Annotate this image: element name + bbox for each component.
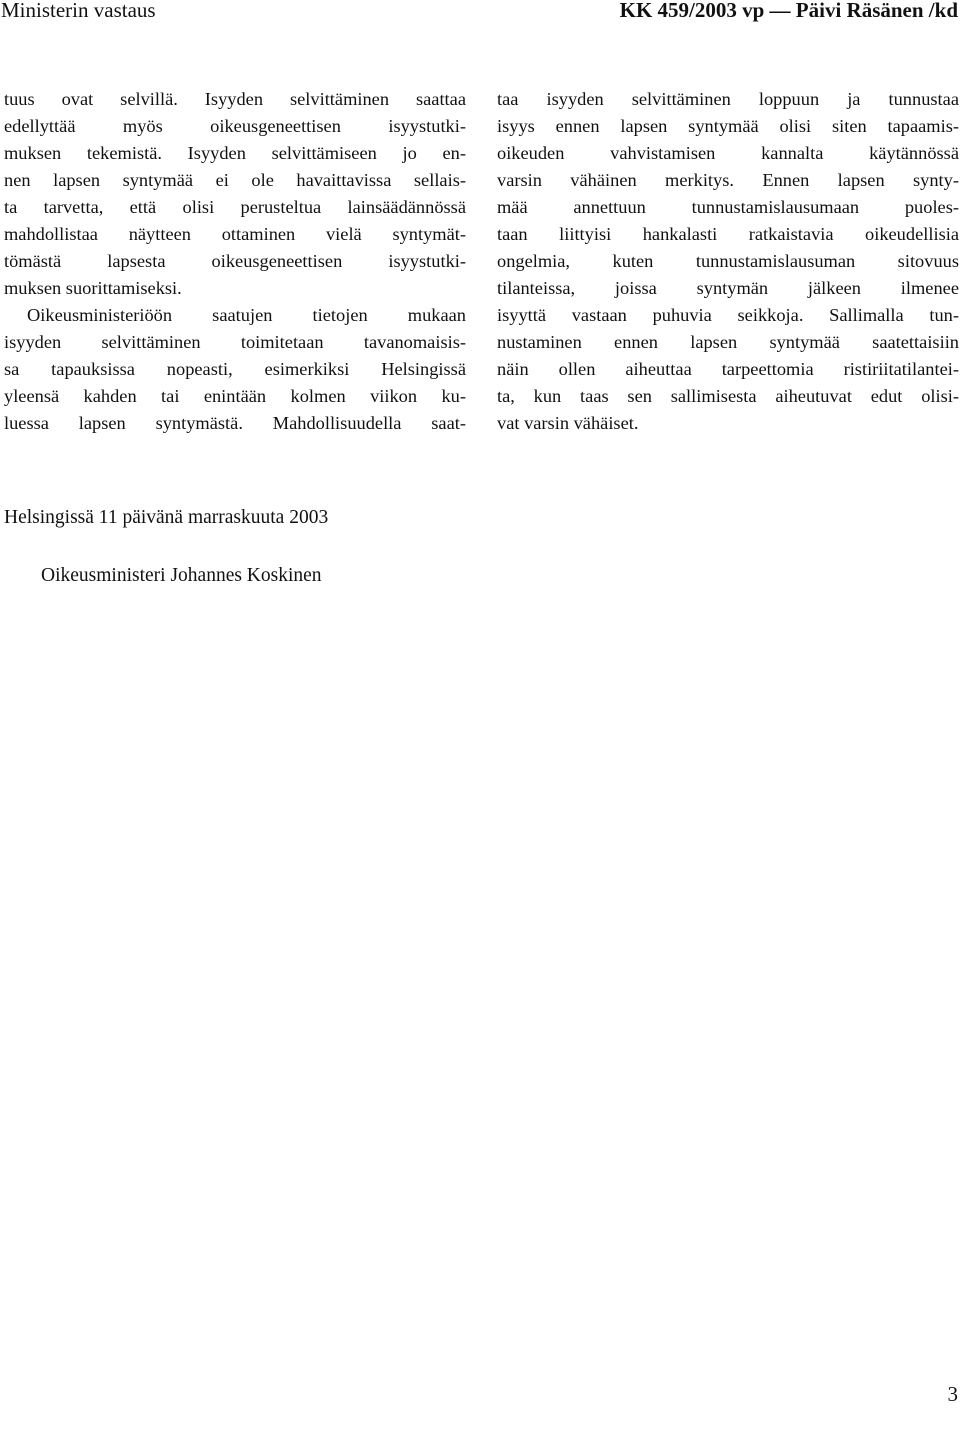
body-text-line: varsin vähäinen merkitys. Ennen lapsen synty- bbox=[497, 170, 959, 190]
body-text-line: muksen tekemistä. Isyyden selvittämiseen jo en- bbox=[4, 143, 466, 163]
body-text-line: ongelmia, kuten tunnustamislausuman sitovuus bbox=[497, 251, 959, 271]
page-number: 3 bbox=[947, 1382, 958, 1406]
header-section-title: Ministerin vastaus bbox=[1, 0, 156, 22]
body-text-line: nen lapsen syntymää ei ole havaittavissa sellais- bbox=[4, 170, 466, 190]
body-text-line: sa tapauksissa nopeasti, esimerkiksi Helsingissä bbox=[4, 359, 466, 379]
body-text-line: mahdollistaa näytteen ottaminen vielä syntymät- bbox=[4, 224, 466, 244]
body-text-line: isyys ennen lapsen syntymää olisi siten tapaamis- bbox=[497, 116, 959, 136]
closing-place-date: Helsingissä 11 päivänä marraskuuta 2003 bbox=[4, 507, 329, 528]
body-text-line: ta tarvetta, että olisi perusteltua lainsäädännössä bbox=[4, 197, 466, 217]
body-text-line: oikeuden vahvistamisen kannalta käytännössä bbox=[497, 143, 959, 163]
body-text-line: tömästä lapsesta oikeusgeneettisen isyystutki- bbox=[4, 251, 466, 271]
body-text-line: Oikeusministeriöön saatujen tietojen mukaan bbox=[27, 305, 466, 325]
body-text-line: tuus ovat selvillä. Isyyden selvittäminen saattaa bbox=[4, 89, 466, 109]
body-text-line: tilanteissa, joissa syntymän jälkeen ilmenee bbox=[497, 278, 959, 298]
body-text-line: isyyden selvittäminen toimitetaan tavanomaisis- bbox=[4, 332, 466, 352]
body-text-line: taan liittyisi hankalasti ratkaistavia oikeudellisia bbox=[497, 224, 959, 244]
body-text-line: yleensä kahden tai enintään kolmen viikon ku- bbox=[4, 386, 466, 406]
body-text-line: vat varsin vähäiset. bbox=[497, 413, 639, 433]
running-header bbox=[0, 0, 960, 24]
body-text-line: edellyttää myös oikeusgeneettisen isyystutki- bbox=[4, 116, 466, 136]
body-column-right bbox=[497, 86, 959, 437]
body-text-line: näin ollen aiheuttaa tarpeettomia ristiriitatilantei- bbox=[497, 359, 959, 379]
body-text-line: luessa lapsen syntymästä. Mahdollisuudella saat- bbox=[4, 413, 466, 433]
signature-line: Oikeusministeri Johannes Koskinen bbox=[41, 565, 322, 586]
header-document-reference: KK 459/2003 vp — Päivi Räsänen /kd bbox=[619, 0, 958, 22]
body-text-line: muksen suorittamiseksi. bbox=[4, 278, 182, 298]
body-column-left bbox=[4, 86, 466, 437]
body-text-line: taa isyyden selvittäminen loppuun ja tunnustaa bbox=[497, 89, 959, 109]
body-text-line: isyyttä vastaan puhuvia seikkoja. Sallimalla tun- bbox=[497, 305, 959, 325]
body-text-line: nustaminen ennen lapsen syntymää saatettaisiin bbox=[497, 332, 959, 352]
body-text-line: mää annettuun tunnustamislausumaan puoles- bbox=[497, 197, 959, 217]
body-text-line: ta, kun taas sen sallimisesta aiheutuvat edut olisi- bbox=[497, 386, 959, 406]
